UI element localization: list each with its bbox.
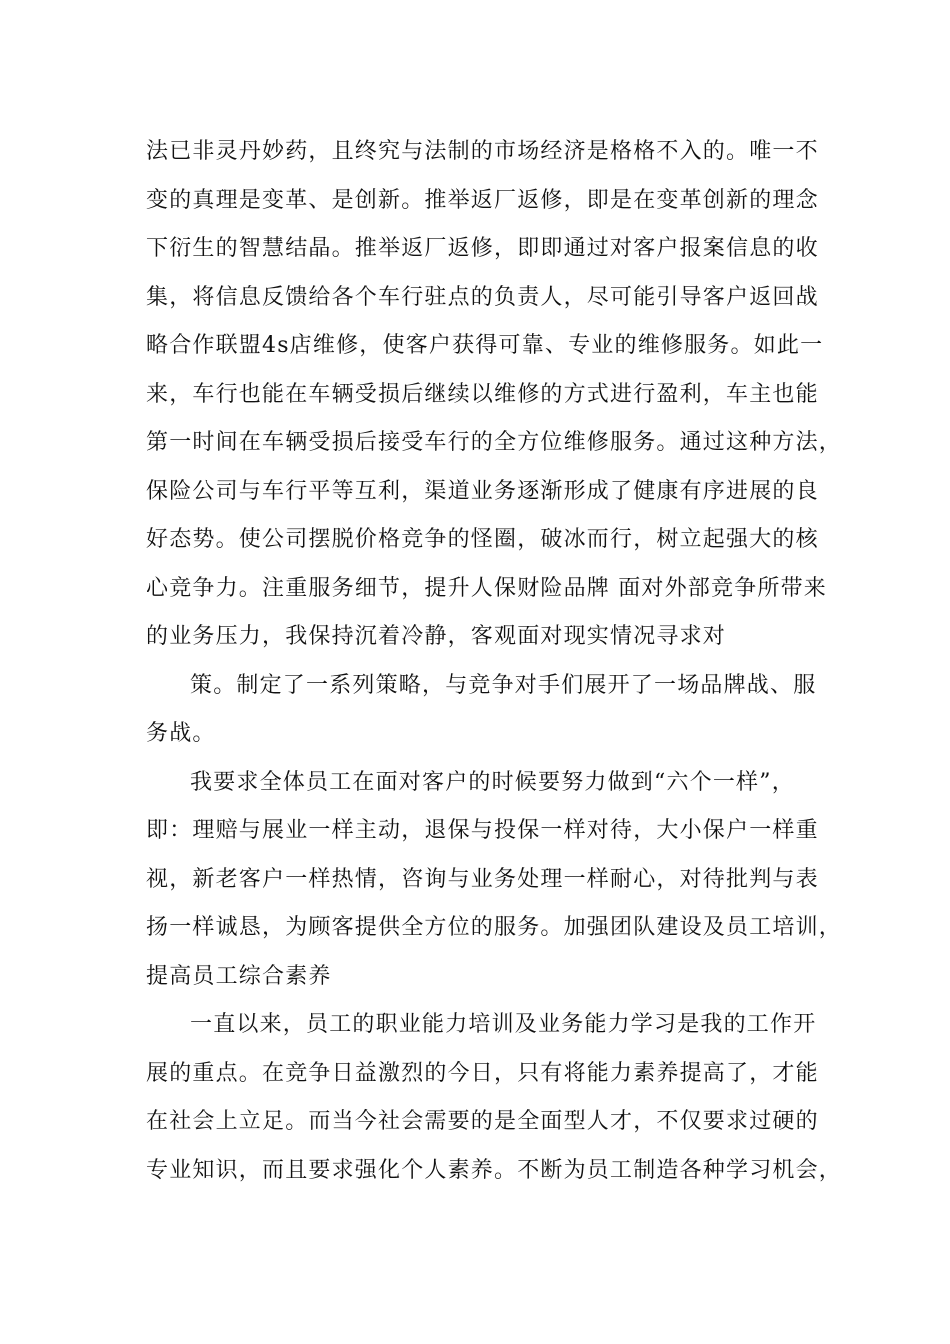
text-line: 下衍生的智慧结晶。推举返厂返修，即即通过对客户报案信息的收: [146, 236, 819, 261]
text-line: 务战。: [146, 721, 216, 746]
text-line: 我要求全体员工在面对客户的时候要努力做到“六个一样”，: [190, 769, 795, 795]
text-line: 第一时间在车辆受损后接受车行的全方位维修服务。通过这种方法，: [146, 430, 843, 455]
text-line: 提高员工综合素养: [146, 963, 332, 989]
text-line: 集，将信息反馈给各个车行驻点的负责人，尽可能引导客户返回战: [146, 284, 819, 310]
body-text: [146, 128, 843, 1195]
text-line: 保险公司与车行平等互利，渠道业务逐渐形成了健康有序进展的良: [146, 478, 819, 504]
text-line: 变的真理是变革、是创新。推举返厂返修，即是在变革创新的理念: [146, 187, 819, 213]
text-line: 展的重点。在竞争日益激烈的今日，只有将能力素养提高了，才能: [146, 1060, 819, 1086]
text-line: 好态势。使公司摆脱价格竞争的怪圈，破冰而行，树立起强大的核: [146, 527, 819, 552]
text-line: 略合作联盟4s店维修，使客户获得可靠、专业的维修服务。如此一: [146, 333, 824, 358]
text-line: 在社会上立足。而当今社会需要的是全面型人才，不仅要求过硬的: [146, 1109, 819, 1134]
text-line: 一直以来，员工的职业能力培训及业务能力学习是我的工作开: [190, 1012, 817, 1037]
text-line: 扬一样诚恳，为顾客提供全方位的服务。加强团队建设及员工培训，: [146, 915, 843, 940]
text-line: 视，新老客户一样热情，咨询与业务处理一样耐心，对待批判与表: [146, 866, 819, 892]
text-line: 专业知识，而且要求强化个人素养。不断为员工制造各种学习机会，: [146, 1157, 843, 1183]
text-line: 即：理赔与展业一样主动，退保与投保一样对待，大小保户一样重: [146, 818, 819, 843]
text-line: 策。制定了一系列策略，与竞争对手们展开了一场品牌战、服: [190, 672, 817, 698]
text-line: 来，车行也能在车辆受损后继续以维修的方式进行盈利，车主也能: [146, 381, 819, 407]
text-line: 法已非灵丹妙药，且终究与法制的市场经济是格格不入的。唯一不: [146, 139, 819, 164]
text-line: 心竞争力。注重服务细节，提升人保财险品牌 面对外部竞争所带来: [146, 575, 827, 601]
text-line: 的业务压力，我保持沉着冷静，客观面对现实情况寻求对: [146, 624, 727, 649]
